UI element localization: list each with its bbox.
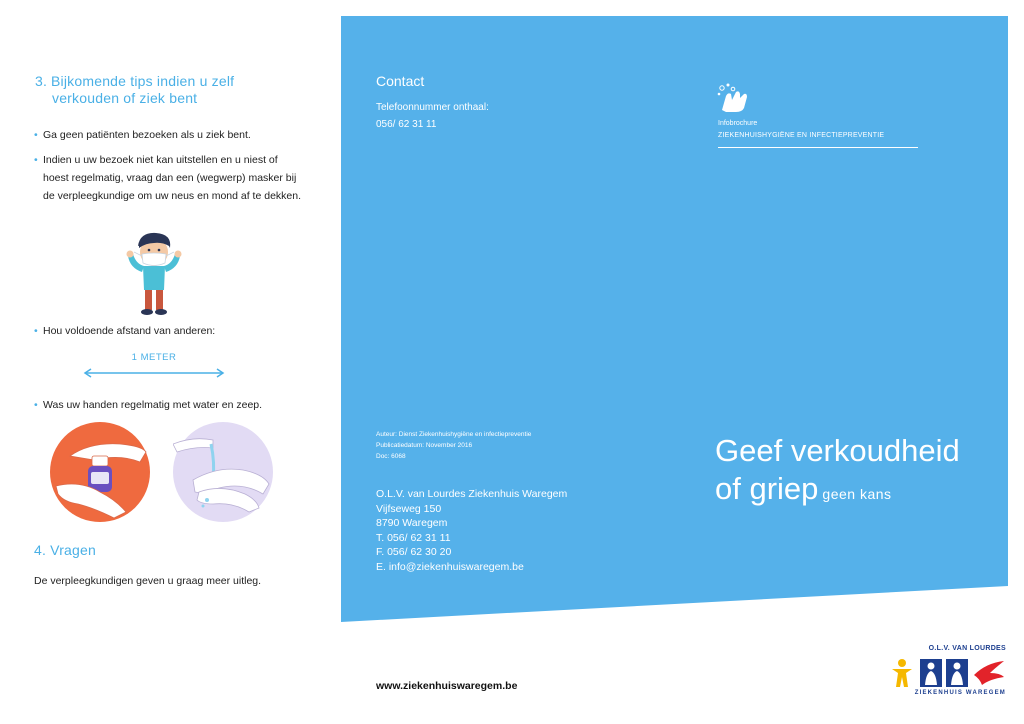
meta-author: Auteur: Dienst Ziekenhuishygiëne en infectiepreventie [376, 431, 532, 438]
address-line: O.L.V. van Lourdes Ziekenhuis Waregem [376, 488, 568, 500]
contact-title: Contact [376, 73, 425, 89]
distance-indicator [82, 352, 226, 382]
bullet-item: • Indien u uw bezoek niet kan uitstellen en u niest of hoest regelmatig, vraag dan een (wegwerp) masker bij de verpleegkundige om uw neus en mond af te dekken. [34, 151, 304, 205]
title-small: geen kans [822, 486, 892, 502]
phone-label: Telefoonnummer onthaal: [376, 102, 489, 113]
hand-washing-illustration [173, 422, 273, 522]
bullet-list [34, 126, 304, 144]
distance-arrow-icon [82, 366, 226, 380]
hands-washing-icon [716, 82, 752, 114]
questions-text: De verpleegkundigen geven u graag meer uitleg. [34, 575, 262, 587]
divider [718, 147, 918, 148]
section-3-title [35, 73, 315, 107]
bullet-item: • Ga geen patiënten bezoeken als u ziek bent. [34, 126, 304, 144]
section-3-title-line1: Bijkomende tips indien u zelf [51, 73, 235, 89]
meta-doc: Doc: 6068 [376, 453, 406, 460]
bullet-list [34, 396, 304, 414]
info-label: Infobrochure [718, 120, 758, 127]
bullet-list [34, 151, 304, 205]
hand-soap-illustration [50, 422, 150, 522]
bullet-item: • Hou voldoende afstand van anderen: [34, 322, 304, 340]
address-line: Vijfseweg 150 [376, 502, 442, 515]
info-subtitle: ZIEKENHUISHYGIËNE EN INFECTIEPREVENTIE [718, 132, 885, 139]
bullet-list [34, 322, 304, 340]
website-link[interactable]: www.ziekenhuiswaregem.be [376, 680, 518, 692]
phone-number: 056/ 62 31 11 [376, 119, 437, 130]
title-line2: of griep [715, 471, 819, 506]
address-line: F. 056/ 62 30 20 [376, 546, 452, 559]
meta-date: Publicatiedatum: November 2016 [376, 442, 473, 449]
section-4-number: 4. [34, 542, 47, 558]
logo-top-text: O.L.V. VAN LOURDES [928, 645, 1006, 652]
left-panel [0, 0, 340, 724]
section-3-title-line2: verkouden of ziek bent [52, 90, 198, 106]
distance-label: 1 METER [131, 352, 177, 363]
bullet-item: • Was uw handen regelmatig met water en zeep. [34, 396, 304, 414]
section-4-label: Vragen [50, 542, 96, 558]
logo-bottom-text: ZIEKENHUIS WAREGEM [914, 690, 1006, 696]
address-line: E. info@ziekenhuiswaregem.be [376, 560, 524, 573]
section-3-number: 3. [35, 73, 48, 89]
masked-boy-illustration [118, 228, 190, 318]
brochure-title [715, 432, 960, 513]
section-4-title [34, 542, 96, 559]
address-line: 8790 Waregem [376, 517, 448, 530]
title-line1: Geef verkoudheid [715, 433, 960, 468]
logo-emblem [890, 655, 1006, 689]
address-block [376, 487, 567, 575]
address-line: T. 056/ 62 31 11 [376, 531, 451, 544]
hospital-logo [890, 645, 1006, 700]
